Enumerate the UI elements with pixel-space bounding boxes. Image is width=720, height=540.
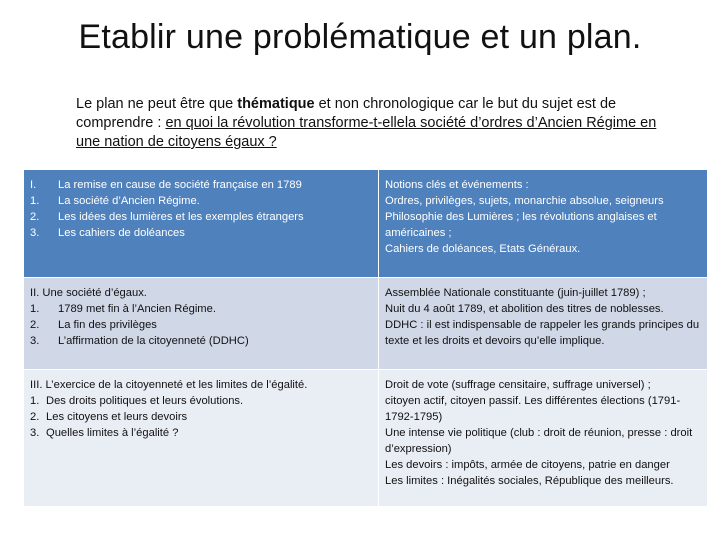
- list-item: [30, 177, 372, 193]
- notion-line: Nuit du 4 août 1789, et abolition des titres de noblesses.: [385, 303, 664, 315]
- item-text: Les cahiers de doléances: [58, 227, 185, 239]
- notion-line: Philosophie des Lumières ; les révolutions anglaises et américaines ;: [385, 211, 657, 239]
- item-number: 1.: [30, 395, 40, 407]
- notion-line: Notions clés et événements :: [385, 179, 529, 191]
- section-heading: II. Une société d’égaux.: [30, 287, 147, 299]
- notions-cell: [379, 370, 708, 507]
- plan-section-cell: [24, 278, 379, 370]
- list-item: [30, 425, 372, 441]
- notion-line: Assemblée Nationale constituante (juin-juillet 1789) ;: [385, 287, 646, 299]
- list-item: [30, 209, 372, 225]
- item-number: 2.: [30, 211, 40, 223]
- table-row: [24, 370, 708, 507]
- intro-prefix: Le plan ne peut être que: [76, 96, 238, 112]
- plan-table: [23, 169, 708, 507]
- item-text: Quelles limites à l’égalité ?: [46, 427, 179, 439]
- notion-line: Droit de vote (suffrage censitaire, suffrage universel) ;: [385, 379, 651, 391]
- item-number: I.: [30, 179, 37, 191]
- item-text: La fin des privilèges: [58, 319, 157, 331]
- list-item: [30, 301, 372, 317]
- page-title: Etablir une problématique et un plan.: [78, 18, 642, 56]
- notion-line: DDHC : il est indispensable de rappeler les grands principes du texte et les droits et devoirs qu’elle implique.: [385, 319, 700, 347]
- intro-paragraph: [76, 95, 666, 152]
- item-text: Des droits politiques et leurs évolutions.: [46, 395, 244, 407]
- item-text: La remise en cause de société française en 1789: [58, 179, 302, 191]
- list-item: [30, 409, 372, 425]
- item-number: 3.: [30, 227, 40, 239]
- list-item: [30, 193, 372, 209]
- notions-cell: [379, 278, 708, 370]
- item-text: Les idées des lumières et les exemples étrangers: [58, 211, 304, 223]
- table-row: [24, 278, 708, 370]
- item-text: 1789 met fin à l’Ancien Régime.: [58, 303, 216, 315]
- plan-section-cell: [24, 170, 379, 278]
- list-item: [30, 393, 372, 409]
- item-number: 1.: [30, 303, 40, 315]
- item-number: 2.: [30, 411, 40, 423]
- list-item: [30, 333, 372, 349]
- notion-line: Ordres, privilèges, sujets, monarchie absolue, seigneurs: [385, 195, 664, 207]
- table-row: [24, 170, 708, 278]
- item-text: L’affirmation de la citoyenneté (DDHC): [58, 335, 249, 347]
- notion-line: Les limites : Inégalités sociales, République des meilleurs.: [385, 475, 674, 487]
- intro-middle: et non chronologique car le but du sujet est de comprendre :: [76, 96, 617, 131]
- notion-line: Les devoirs : impôts, armée de citoyens, patrie en danger: [385, 459, 670, 471]
- item-number: 3.: [30, 427, 40, 439]
- intro-question: en quoi la révolution transforme-t-ellela société d’ordres d’Ancien Régime en une nation de citoyens égaux ?: [76, 115, 657, 150]
- item-number: 3.: [30, 335, 40, 347]
- item-text: Les citoyens et leurs devoirs: [46, 411, 188, 423]
- notion-line: Une intense vie politique (club : droit de réunion, presse : droit d’expression): [385, 427, 693, 455]
- plan-section-cell: [24, 370, 379, 507]
- item-number: 1.: [30, 195, 40, 207]
- item-number: 2.: [30, 319, 40, 331]
- intro-emphasis: thématique: [237, 96, 315, 112]
- item-text: La société d’Ancien Régime.: [58, 195, 200, 207]
- section-heading: III. L’exercice de la citoyenneté et les limites de l’égalité.: [30, 379, 308, 391]
- notions-cell: [379, 170, 708, 278]
- list-item: [30, 317, 372, 333]
- notion-line: Cahiers de doléances, Etats Généraux.: [385, 243, 581, 255]
- notion-line: citoyen actif, citoyen passif. Les différentes élections (1791-1792-1795): [385, 395, 681, 423]
- list-item: [30, 225, 372, 241]
